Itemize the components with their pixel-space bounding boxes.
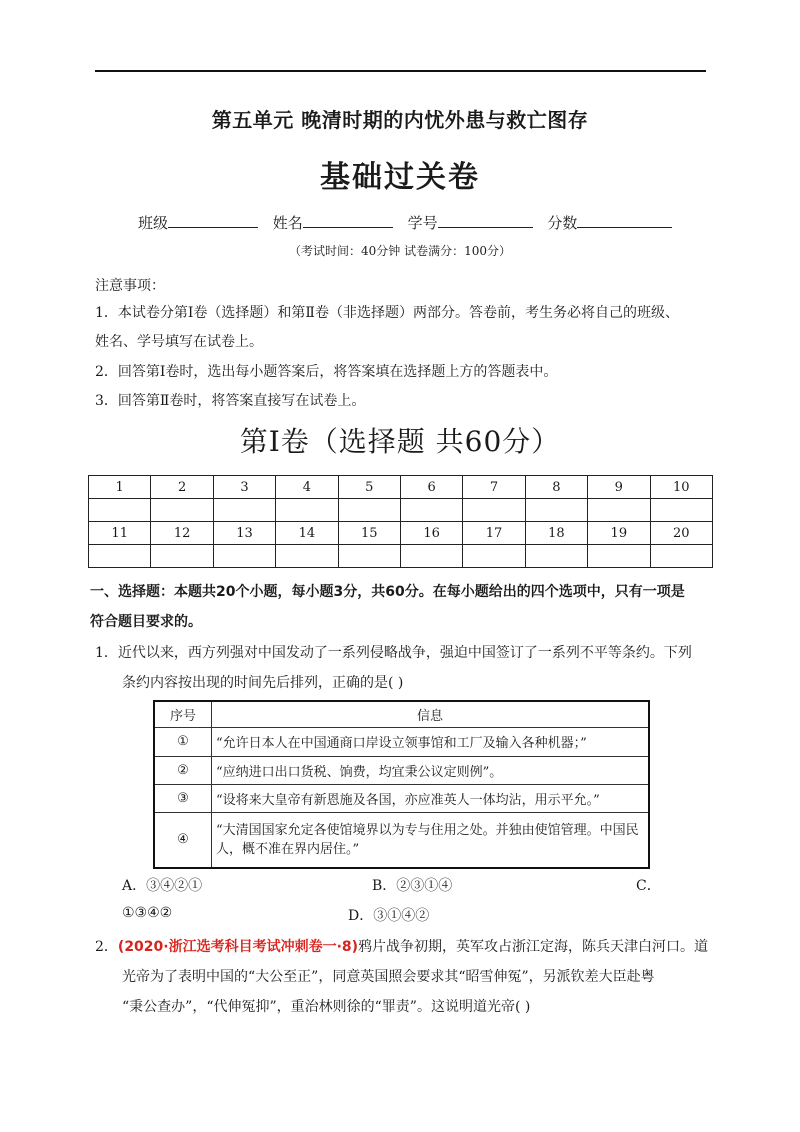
clause-row — [154, 727, 649, 756]
answer-cell[interactable] — [588, 545, 650, 568]
question-1-option-c-value[interactable]: ①③④② — [122, 905, 173, 921]
question-2-line-1 — [95, 936, 708, 956]
answer-cell[interactable] — [650, 499, 712, 522]
answer-cell[interactable] — [463, 499, 525, 522]
student-id-blank[interactable] — [438, 212, 533, 228]
unit-title: 第五单元 晚清时期的内忧外患与救亡图存 — [211, 108, 589, 132]
answer-grid-header-row-2 — [89, 522, 713, 545]
score-blank[interactable] — [577, 212, 672, 228]
column-header-info: 信息 — [212, 701, 650, 727]
question-1-option-c-label[interactable]: C． — [636, 878, 661, 894]
answer-number: 12 — [151, 522, 213, 545]
class-blank[interactable] — [168, 212, 258, 228]
clause-table-header — [154, 701, 649, 727]
answer-number: 8 — [525, 476, 587, 499]
answer-cell[interactable] — [151, 545, 213, 568]
notice-item-1-line-1: 1．本试卷分第Ⅰ卷（选择题）和第Ⅱ卷（非选择题）两部分。答卷前，考生务必将自己的班级、 — [95, 305, 679, 321]
answer-number: 4 — [276, 476, 338, 499]
clause-text: “应纳进口出口货税、饷费，均宜秉公议定则例”。 — [212, 756, 650, 784]
student-info-row — [138, 212, 682, 233]
notice-item-1-line-2: 姓名、学号填写在试卷上。 — [95, 334, 263, 350]
section-1-instructions-line-2: 符合题目要求的。 — [90, 614, 202, 630]
notice-item-2: 2．回答第Ⅰ卷时，选出每小题答案后，将答案填在选择题上方的答题表中。 — [95, 364, 558, 380]
class-label: 班级 — [138, 214, 169, 232]
answer-cell[interactable] — [276, 499, 338, 522]
answer-number: 13 — [213, 522, 275, 545]
answer-cell[interactable] — [650, 545, 712, 568]
answer-cell[interactable] — [151, 499, 213, 522]
answer-number: 3 — [213, 476, 275, 499]
exam-meta: （考试时间：40分钟 试卷满分：100分） — [289, 244, 511, 258]
answer-number: 10 — [650, 476, 712, 499]
header-rule — [95, 70, 706, 72]
answer-number: 14 — [276, 522, 338, 545]
question-1-line-2: 条约内容按出现的时间先后排列，正确的是( ) — [122, 675, 404, 691]
score-label: 分数 — [547, 214, 578, 232]
name-label: 姓名 — [272, 214, 303, 232]
column-header-number: 序号 — [154, 701, 212, 727]
part-1-title: 第Ⅰ卷（选择题 共60分） — [239, 425, 561, 458]
name-blank[interactable] — [303, 212, 393, 228]
clause-row — [154, 756, 649, 784]
answer-number: 2 — [151, 476, 213, 499]
question-2-source: (2020·浙江选考科目考试冲刺卷一·8) — [117, 939, 359, 955]
answer-cell[interactable] — [400, 499, 462, 522]
answer-number: 5 — [338, 476, 400, 499]
question-1-option-d[interactable]: D．③①④② — [348, 908, 430, 924]
treaty-clause-table — [153, 700, 650, 869]
question-1-option-a[interactable]: A．③④②① — [122, 878, 203, 894]
clause-number: ③ — [154, 784, 212, 812]
answer-number: 15 — [338, 522, 400, 545]
question-1-line-1: 1．近代以来，西方列强对中国发动了一系列侵略战争，强迫中国签订了一系列不平等条约。下列 — [95, 645, 692, 661]
answer-cell[interactable] — [213, 499, 275, 522]
answer-cell[interactable] — [213, 545, 275, 568]
answer-number: 16 — [400, 522, 462, 545]
answer-cell[interactable] — [276, 545, 338, 568]
clause-row — [154, 784, 649, 812]
clause-number: ① — [154, 727, 212, 756]
answer-cell[interactable] — [89, 545, 151, 568]
question-1-option-b[interactable]: B．②③①④ — [372, 878, 453, 894]
answer-cell[interactable] — [338, 499, 400, 522]
student-id-label: 学号 — [407, 214, 438, 232]
answer-number: 9 — [588, 476, 650, 499]
notice-title: 注意事项： — [95, 278, 165, 294]
question-2-text-start: 鸦片战争初期，英军攻占浙江定海，陈兵天津白河口。道 — [358, 939, 709, 955]
answer-number: 17 — [463, 522, 525, 545]
clause-text: “允许日本人在中国通商口岸设立领事馆和工厂及输入各种机器；” — [212, 727, 650, 756]
clause-text: “设将来大皇帝有新恩施及各国，亦应准英人一体均沾，用示平允。” — [212, 784, 650, 812]
notice-item-3: 3．回答第Ⅱ卷时，将答案直接写在试卷上。 — [95, 393, 366, 409]
question-2-line-2: 光帝为了表明中国的“大公至正”，同意英国照会要求其“昭雪伸冤”，另派钦差大臣赴粤 — [122, 969, 655, 985]
answer-grid-blank-row-2 — [89, 545, 713, 568]
answer-grid — [88, 475, 713, 568]
question-2-line-3: “秉公查办”，“代伸冤抑”，重治林则徐的“罪责”。这说明道光帝( ) — [122, 999, 531, 1015]
answer-number: 18 — [525, 522, 587, 545]
main-title: 基础过关卷 — [320, 160, 480, 195]
answer-cell[interactable] — [89, 499, 151, 522]
clause-number: ④ — [154, 812, 212, 868]
answer-number: 1 — [89, 476, 151, 499]
clause-row — [154, 812, 649, 868]
answer-cell[interactable] — [463, 545, 525, 568]
answer-number: 11 — [89, 522, 151, 545]
answer-cell[interactable] — [338, 545, 400, 568]
answer-grid-blank-row-1 — [89, 499, 713, 522]
answer-number: 7 — [463, 476, 525, 499]
answer-cell[interactable] — [525, 545, 587, 568]
answer-cell[interactable] — [588, 499, 650, 522]
clause-number: ② — [154, 756, 212, 784]
answer-number: 19 — [588, 522, 650, 545]
answer-cell[interactable] — [400, 545, 462, 568]
answer-number: 6 — [400, 476, 462, 499]
question-2-number: 2． — [95, 939, 118, 955]
section-1-instructions-line-1: 一、选择题：本题共20个小题，每小题3分，共60分。在每小题给出的四个选项中，只有一项是 — [90, 584, 685, 600]
answer-grid-header-row-1 — [89, 476, 713, 499]
answer-number: 20 — [650, 522, 712, 545]
answer-cell[interactable] — [525, 499, 587, 522]
clause-text: “大清国国家允定各使馆境界以为专与住用之处。并独由使馆管理。中国民人，概不准在界内居住。” — [212, 812, 650, 868]
